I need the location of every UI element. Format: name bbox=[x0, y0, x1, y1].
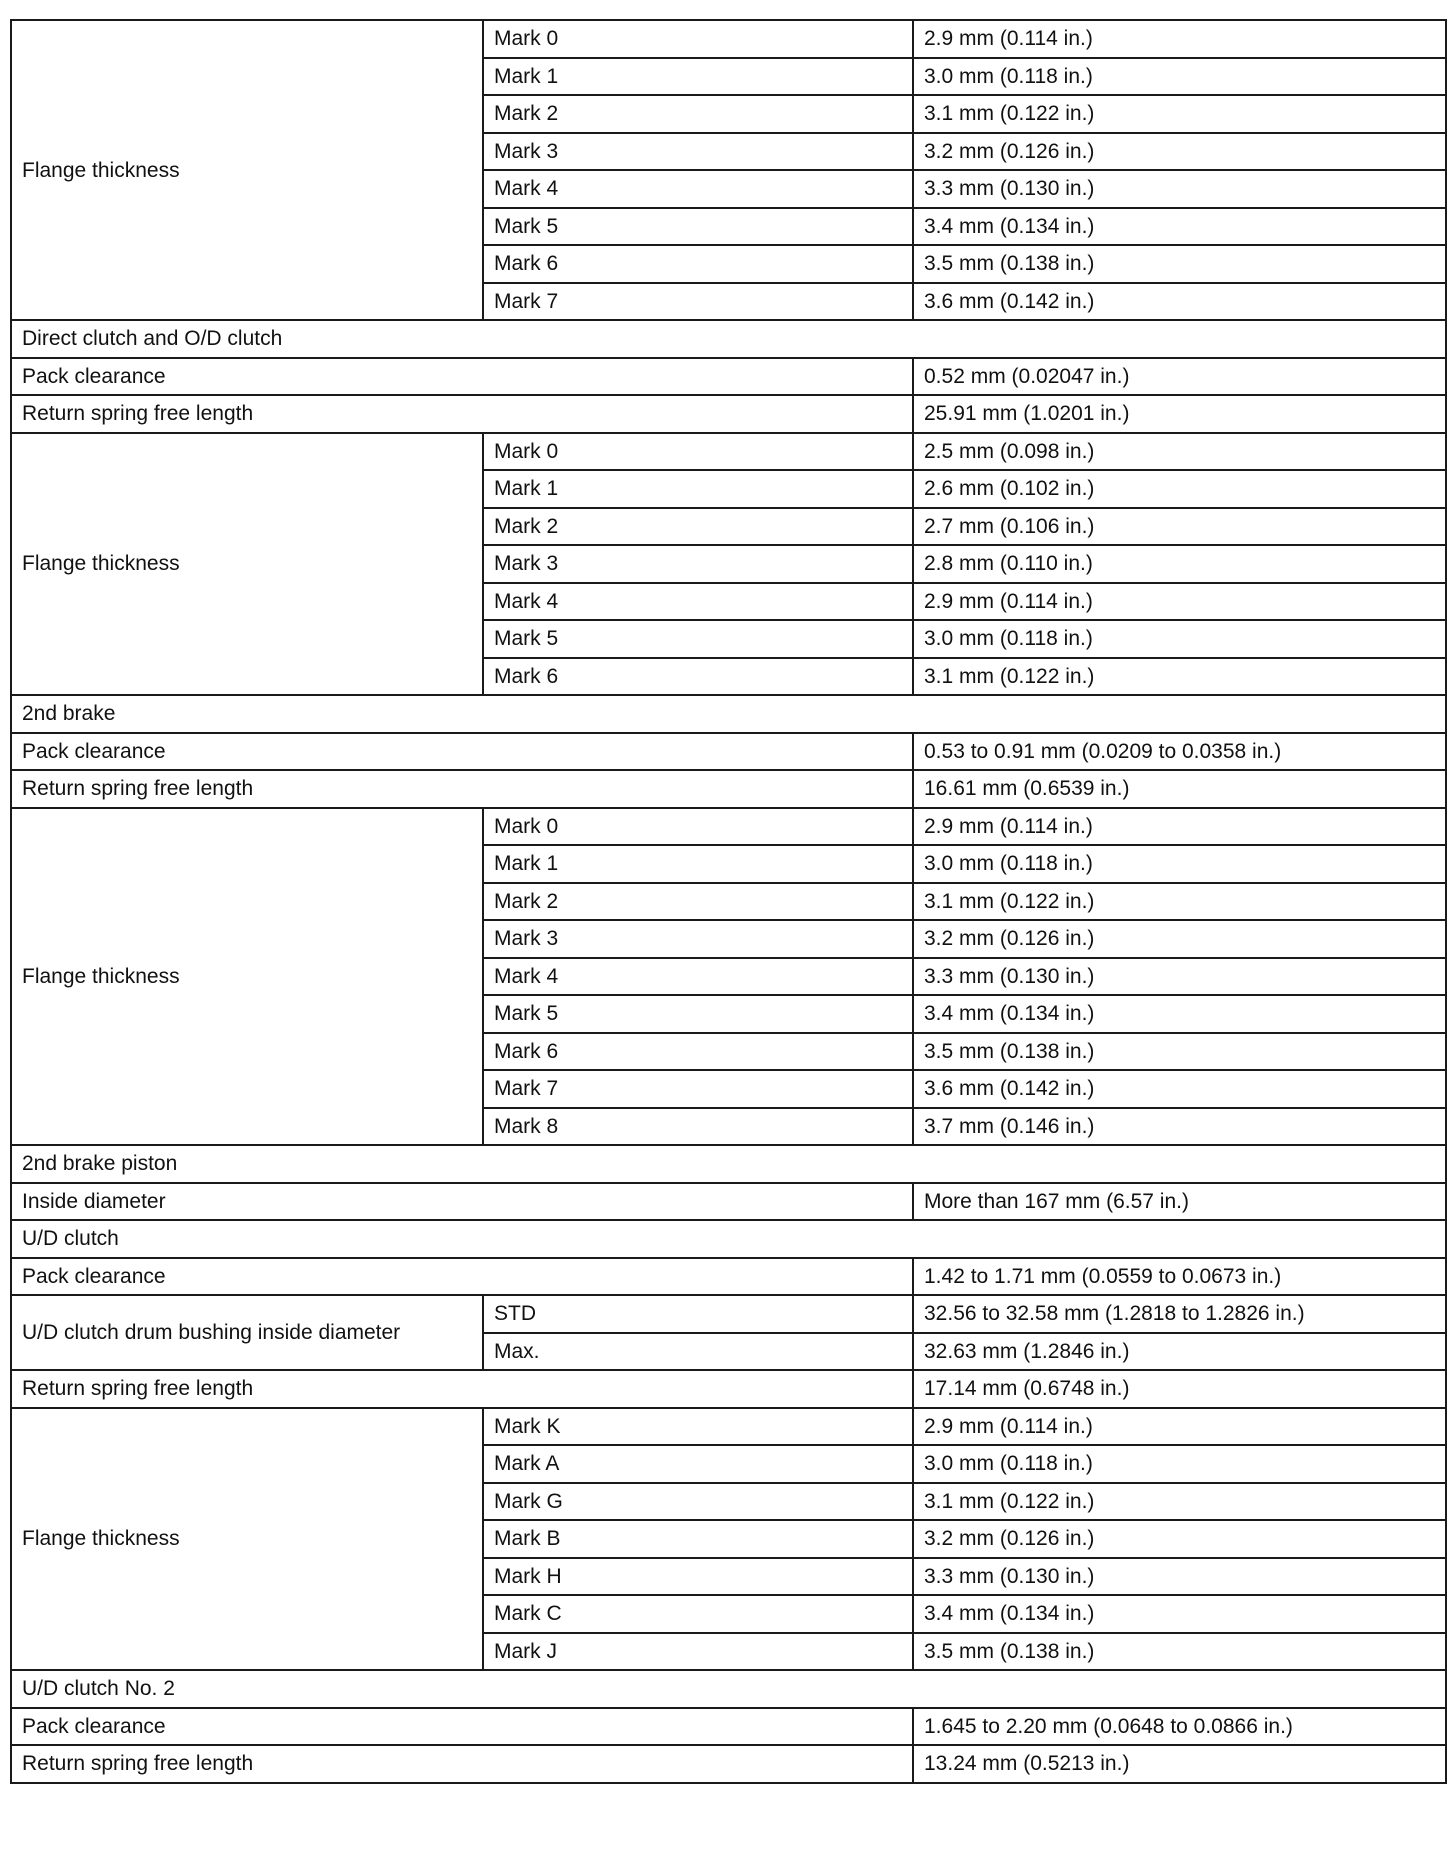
mark-label: Mark 7 bbox=[483, 1070, 913, 1108]
item-value: 32.56 to 32.58 mm (1.2818 to 1.2826 in.) bbox=[913, 1295, 1446, 1333]
item-value: 32.63 mm (1.2846 in.) bbox=[913, 1333, 1446, 1371]
table-row bbox=[11, 1145, 1446, 1183]
item-value: 25.91 mm (1.0201 in.) bbox=[913, 395, 1446, 433]
mark-label: Mark 6 bbox=[483, 1033, 913, 1071]
item-value: 2.9 mm (0.114 in.) bbox=[913, 20, 1446, 58]
mark-label: Mark 6 bbox=[483, 245, 913, 283]
mark-label: Mark 1 bbox=[483, 845, 913, 883]
item-label: Pack clearance bbox=[11, 358, 913, 396]
mark-label: Mark 1 bbox=[483, 470, 913, 508]
item-value: 3.4 mm (0.134 in.) bbox=[913, 995, 1446, 1033]
item-value: 2.6 mm (0.102 in.) bbox=[913, 470, 1446, 508]
mark-label: Mark 3 bbox=[483, 545, 913, 583]
table-row bbox=[11, 1258, 1446, 1296]
item-label: Return spring free length bbox=[11, 1745, 913, 1783]
mark-label: Mark 8 bbox=[483, 1108, 913, 1146]
table-row bbox=[11, 733, 1446, 771]
mark-label: Mark H bbox=[483, 1558, 913, 1596]
item-value: 13.24 mm (0.5213 in.) bbox=[913, 1745, 1446, 1783]
item-value: 3.4 mm (0.134 in.) bbox=[913, 1595, 1446, 1633]
section-heading: U/D clutch No. 2 bbox=[11, 1670, 1446, 1708]
table-row bbox=[11, 1745, 1446, 1783]
table-row bbox=[11, 695, 1446, 733]
item-label: Return spring free length bbox=[11, 1370, 913, 1408]
table-row bbox=[11, 1183, 1446, 1221]
mark-label: Mark C bbox=[483, 1595, 913, 1633]
spec-table-body bbox=[11, 20, 1446, 1783]
mark-label: Mark 4 bbox=[483, 958, 913, 996]
item-label: Flange thickness bbox=[11, 20, 483, 320]
mark-label: Mark 5 bbox=[483, 208, 913, 246]
mark-label: Mark K bbox=[483, 1408, 913, 1446]
item-value: 3.1 mm (0.122 in.) bbox=[913, 658, 1446, 696]
item-value: 2.9 mm (0.114 in.) bbox=[913, 808, 1446, 846]
mark-label: Mark 2 bbox=[483, 508, 913, 546]
section-heading: Direct clutch and O/D clutch bbox=[11, 320, 1446, 358]
mark-label: Max. bbox=[483, 1333, 913, 1371]
mark-label: Mark 2 bbox=[483, 883, 913, 921]
item-value: 3.2 mm (0.126 in.) bbox=[913, 133, 1446, 171]
item-label: Return spring free length bbox=[11, 770, 913, 808]
item-value: 3.6 mm (0.142 in.) bbox=[913, 283, 1446, 321]
item-value: 3.1 mm (0.122 in.) bbox=[913, 883, 1446, 921]
mark-label: Mark A bbox=[483, 1445, 913, 1483]
item-value: 3.0 mm (0.118 in.) bbox=[913, 58, 1446, 96]
item-value: 17.14 mm (0.6748 in.) bbox=[913, 1370, 1446, 1408]
item-label: Return spring free length bbox=[11, 395, 913, 433]
mark-label: Mark 0 bbox=[483, 433, 913, 471]
item-value: 2.8 mm (0.110 in.) bbox=[913, 545, 1446, 583]
spec-table bbox=[10, 19, 1447, 1784]
item-value: 3.1 mm (0.122 in.) bbox=[913, 1483, 1446, 1521]
item-label: Inside diameter bbox=[11, 1183, 913, 1221]
mark-label: Mark 3 bbox=[483, 133, 913, 171]
item-value: 3.0 mm (0.118 in.) bbox=[913, 620, 1446, 658]
section-heading: 2nd brake piston bbox=[11, 1145, 1446, 1183]
mark-label: Mark 7 bbox=[483, 283, 913, 321]
table-row bbox=[11, 320, 1446, 358]
mark-label: Mark 3 bbox=[483, 920, 913, 958]
item-label: Flange thickness bbox=[11, 1408, 483, 1671]
table-row bbox=[11, 1220, 1446, 1258]
item-label: Flange thickness bbox=[11, 808, 483, 1146]
mark-label: Mark 2 bbox=[483, 95, 913, 133]
item-value: 3.7 mm (0.146 in.) bbox=[913, 1108, 1446, 1146]
mark-label: Mark 4 bbox=[483, 583, 913, 621]
item-value: 3.4 mm (0.134 in.) bbox=[913, 208, 1446, 246]
item-value: 3.3 mm (0.130 in.) bbox=[913, 958, 1446, 996]
item-label: U/D clutch drum bushing inside diameter bbox=[11, 1295, 483, 1370]
section-heading: 2nd brake bbox=[11, 695, 1446, 733]
item-value: 3.1 mm (0.122 in.) bbox=[913, 95, 1446, 133]
item-value: 3.5 mm (0.138 in.) bbox=[913, 245, 1446, 283]
table-row bbox=[11, 395, 1446, 433]
item-value: 3.0 mm (0.118 in.) bbox=[913, 845, 1446, 883]
mark-label: Mark 5 bbox=[483, 620, 913, 658]
item-value: 1.645 to 2.20 mm (0.0648 to 0.0866 in.) bbox=[913, 1708, 1446, 1746]
item-value: 3.5 mm (0.138 in.) bbox=[913, 1033, 1446, 1071]
section-heading: U/D clutch bbox=[11, 1220, 1446, 1258]
table-row bbox=[11, 433, 1446, 471]
table-row bbox=[11, 770, 1446, 808]
item-value: 2.9 mm (0.114 in.) bbox=[913, 583, 1446, 621]
mark-label: Mark 5 bbox=[483, 995, 913, 1033]
mark-label: Mark 0 bbox=[483, 20, 913, 58]
mark-label: Mark 0 bbox=[483, 808, 913, 846]
item-label: Pack clearance bbox=[11, 1708, 913, 1746]
item-value: 0.53 to 0.91 mm (0.0209 to 0.0358 in.) bbox=[913, 733, 1446, 771]
item-value: 2.5 mm (0.098 in.) bbox=[913, 433, 1446, 471]
table-row bbox=[11, 808, 1446, 846]
mark-label: Mark B bbox=[483, 1520, 913, 1558]
item-value: 3.0 mm (0.118 in.) bbox=[913, 1445, 1446, 1483]
table-row bbox=[11, 358, 1446, 396]
item-value: 16.61 mm (0.6539 in.) bbox=[913, 770, 1446, 808]
item-value: 3.6 mm (0.142 in.) bbox=[913, 1070, 1446, 1108]
item-value: More than 167 mm (6.57 in.) bbox=[913, 1183, 1446, 1221]
item-value: 3.3 mm (0.130 in.) bbox=[913, 170, 1446, 208]
item-value: 2.9 mm (0.114 in.) bbox=[913, 1408, 1446, 1446]
mark-label: Mark 6 bbox=[483, 658, 913, 696]
item-value: 3.3 mm (0.130 in.) bbox=[913, 1558, 1446, 1596]
table-row bbox=[11, 20, 1446, 58]
item-value: 2.7 mm (0.106 in.) bbox=[913, 508, 1446, 546]
mark-label: Mark J bbox=[483, 1633, 913, 1671]
table-row bbox=[11, 1708, 1446, 1746]
mark-label: Mark 4 bbox=[483, 170, 913, 208]
mark-label: STD bbox=[483, 1295, 913, 1333]
item-value: 3.2 mm (0.126 in.) bbox=[913, 1520, 1446, 1558]
item-label: Pack clearance bbox=[11, 733, 913, 771]
item-value: 3.2 mm (0.126 in.) bbox=[913, 920, 1446, 958]
mark-label: Mark 1 bbox=[483, 58, 913, 96]
item-label: Pack clearance bbox=[11, 1258, 913, 1296]
table-row bbox=[11, 1370, 1446, 1408]
table-row bbox=[11, 1295, 1446, 1333]
table-row bbox=[11, 1408, 1446, 1446]
table-row bbox=[11, 1670, 1446, 1708]
item-value: 3.5 mm (0.138 in.) bbox=[913, 1633, 1446, 1671]
item-value: 0.52 mm (0.02047 in.) bbox=[913, 358, 1446, 396]
item-label: Flange thickness bbox=[11, 433, 483, 696]
mark-label: Mark G bbox=[483, 1483, 913, 1521]
item-value: 1.42 to 1.71 mm (0.0559 to 0.0673 in.) bbox=[913, 1258, 1446, 1296]
